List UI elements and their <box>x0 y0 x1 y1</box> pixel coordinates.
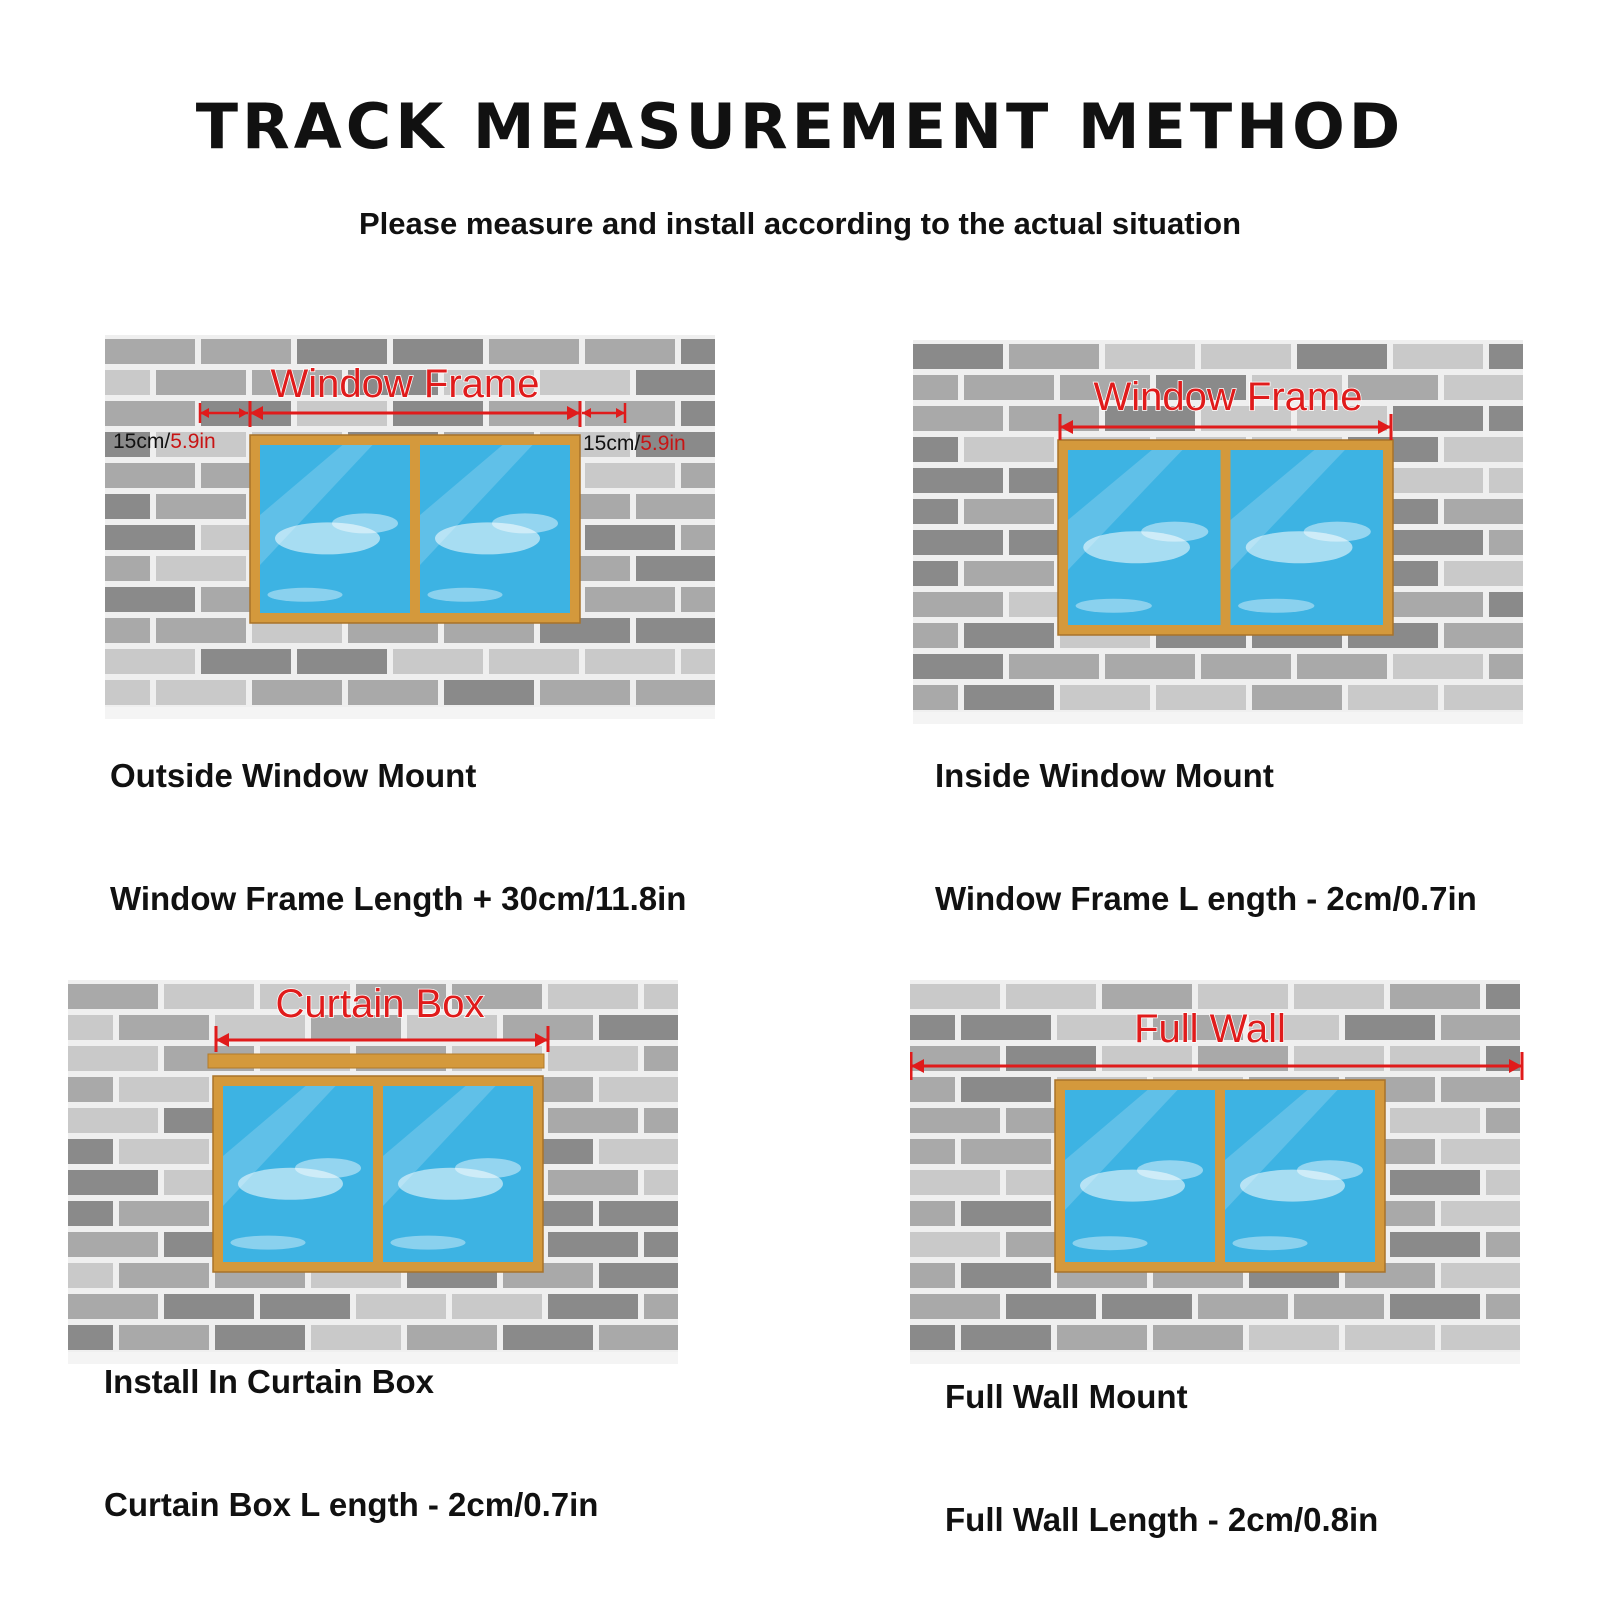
side-left-cm: 15cm/ <box>113 430 171 453</box>
side-right-cm: 15cm/ <box>583 432 641 455</box>
full-wall-label: Full Wall Mount <box>945 1378 1188 1415</box>
inside-mount-formula: Window Frame L ength - 2cm/0.7in <box>935 880 1477 917</box>
full-wall-formula: Full Wall Length - 2cm/0.8in <box>945 1501 1379 1538</box>
window <box>213 1076 543 1272</box>
side-right-measurement <box>583 432 686 455</box>
window-frame-banner: Window Frame <box>270 362 540 406</box>
outside-mount-label: Outside Window Mount <box>110 757 477 794</box>
curtain-box-illustration <box>68 980 688 1370</box>
side-left-in: 5.9in <box>170 430 216 453</box>
outside-mount-formula: Window Frame Length + 30cm/11.8in <box>110 880 687 917</box>
inside-mount-label: Inside Window Mount <box>935 757 1274 794</box>
outside-mount-illustration <box>105 335 725 725</box>
full-wall-banner: Full Wall <box>1134 1007 1286 1051</box>
page-title: TRACK MEASUREMENT METHOD <box>195 90 1405 163</box>
curtain-box-label: Install In Curtain Box <box>104 1363 435 1400</box>
window-frame-banner: Window Frame <box>1093 375 1363 419</box>
window <box>250 435 580 623</box>
inside-mount-illustration <box>913 340 1533 730</box>
full-wall-illustration <box>910 980 1530 1370</box>
page-subtitle: Please measure and install according to the actual situation <box>358 206 1242 241</box>
side-left-measurement <box>113 430 216 453</box>
window <box>1055 1080 1385 1272</box>
curtain-box-banner: Curtain Box <box>275 982 485 1026</box>
curtain-box <box>208 1054 544 1068</box>
window <box>1058 440 1393 635</box>
curtain-box-formula: Curtain Box L ength - 2cm/0.7in <box>104 1486 599 1523</box>
side-right-in: 5.9in <box>640 432 686 455</box>
